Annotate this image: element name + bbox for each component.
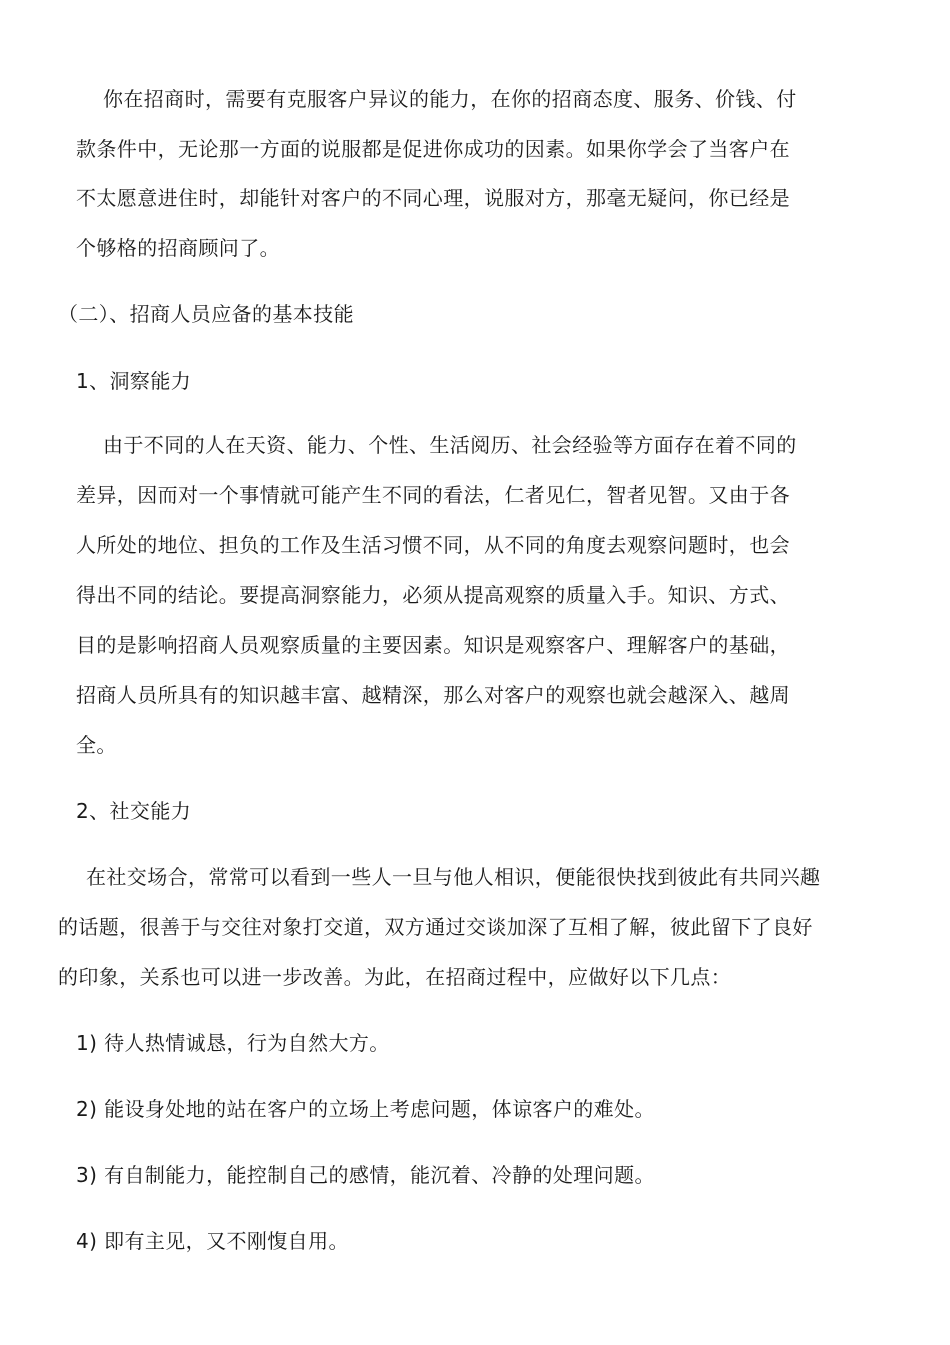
subsection-2-title: 2、社交能力 [76, 799, 192, 823]
subsection-2-line-2: 的话题，很善于与交往对象打交道，双方通过交谈加深了互相了解，彼此留下了良好 [58, 915, 813, 939]
point-1: 1) 待人热情诚恳，行为自然大方。 [76, 1031, 390, 1055]
point-3: 3) 有自制能力，能控制自己的感情，能沉着、冷静的处理问题。 [76, 1163, 655, 1187]
subsection-1-line-3: 人所处的地位、担负的工作及生活习惯不同，从不同的角度去观察问题时，也会 [76, 533, 790, 557]
subsection-1-line-2: 差异，因而对一个事情就可能产生不同的看法，仁者见仁，智者见智。又由于各 [76, 483, 790, 507]
subsection-1-line-5: 目的是影响招商人员观察质量的主要因素。知识是观察客户、理解客户的基础， [76, 633, 790, 657]
subsection-1-line-6: 招商人员所具有的知识越丰富、越精深，那么对客户的观察也就会越深入、越周 [76, 683, 790, 707]
section-heading: （二）、招商人员应备的基本技能 [58, 302, 354, 326]
subsection-1-line-1: 由于不同的人在天资、能力、个性、生活阅历、社会经验等方面存在着不同的 [103, 433, 797, 457]
point-4: 4) 即有主见，又不刚愎自用。 [76, 1229, 349, 1253]
subsection-2-line-3: 的印象，关系也可以进一步改善。为此，在招商过程中，应做好以下几点： [58, 965, 732, 989]
point-2: 2) 能设身处地的站在客户的立场上考虑问题，体谅客户的难处。 [76, 1097, 655, 1121]
subsection-2-line-1: 在社交场合，常常可以看到一些人一旦与他人相识，便能很快找到彼此有共同兴趣 [86, 865, 821, 889]
subsection-1-line-4: 得出不同的结论。要提高洞察能力，必须从提高观察的质量入手。知识、方式、 [76, 583, 790, 607]
paragraph-1-line-3: 不太愿意进住时，却能针对客户的不同心理，说服对方，那毫无疑问，你已经是 [76, 186, 790, 210]
paragraph-1-line-2: 款条件中，无论那一方面的说服都是促进你成功的因素。如果你学会了当客户在 [76, 137, 790, 161]
subsection-1-line-7: 全。 [76, 733, 117, 757]
paragraph-1-line-1: 你在招商时，需要有克服客户异议的能力，在你的招商态度、服务、价钱、付 [103, 87, 797, 111]
subsection-1-title: 1、洞察能力 [76, 369, 192, 393]
paragraph-1-line-4: 个够格的招商顾问了。 [76, 236, 280, 260]
